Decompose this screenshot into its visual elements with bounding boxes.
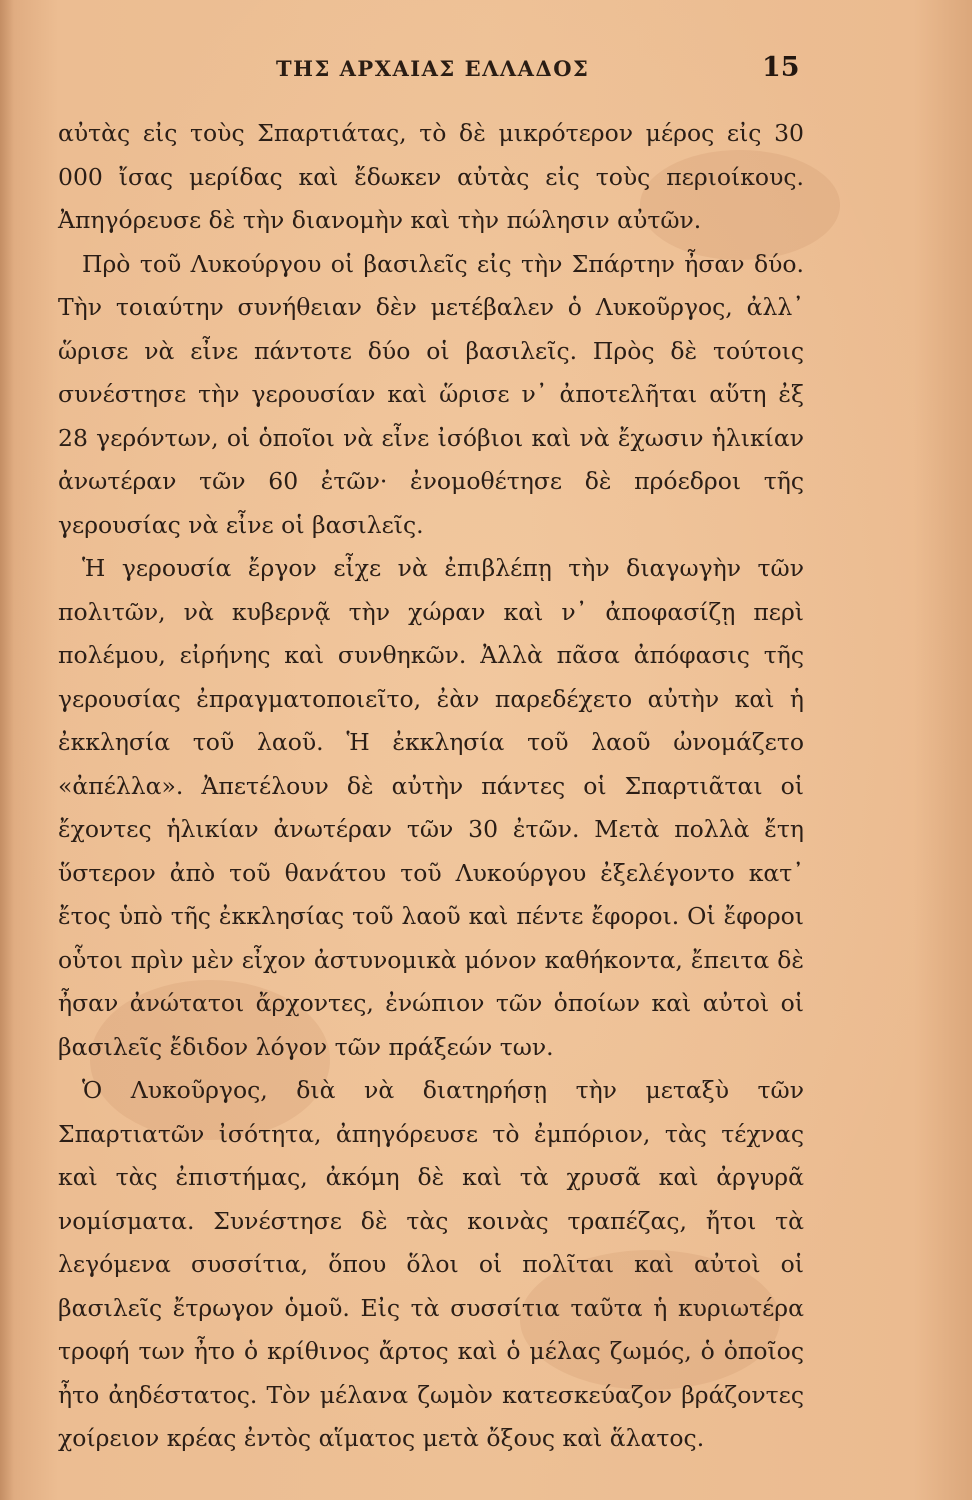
- paragraph: Ἡ γερουσία ἔργον εἶχε νὰ ἐπιβλέπῃ τὴν διαγωγὴν τῶν πολιτῶν, νὰ κυβερνᾷ τὴν χώραν καὶ ν᾽ ἀποφασίζῃ περὶ πολέμου, εἰρήνης καὶ συνθηκῶν. Ἀλλὰ πᾶσα ἀπόφασις τῆς γερουσίας ἐπραγματοποιεῖτο, ἐὰν παρεδέχετο αὐτὴν καὶ ἡ ἐκκλησία τοῦ λαοῦ. Ἡ ἐκκλησία τοῦ λαοῦ ὠνομάζετο «ἀπέλλα». Ἀπετέλουν δὲ αὐτὴν πάντες οἱ Σπαρτιᾶται οἱ ἔχοντες ἡλικίαν ἀνωτέραν τῶν 30 ἐτῶν. Μετὰ πολλὰ ἔτη ὕστερον ἀπὸ τοῦ θανάτου τοῦ Λυκούργου ἐξελέγοντο κατ᾽ ἔτος ὑπὸ τῆς ἐκκλησίας τοῦ λαοῦ καὶ πέντε ἔφοροι. Οἱ ἔφοροι οὗτοι πρὶν μὲν εἶχον ἀστυνομικὰ μόνον καθήκοντα, ἔπειτα δὲ ἦσαν ἀνώτατοι ἄρχοντες, ἐνώπιον τῶν ὁποίων καὶ αὐτοὶ οἱ βασιλεῖς ἔδιδον λόγον τῶν πράξεών των.: [58, 554, 804, 1061]
- page-gutter-shadow: [0, 0, 14, 1500]
- running-title: ΤΗΣ ΑΡΧΑΙΑΣ ΕΛΛΑΔΟΣ: [276, 56, 590, 81]
- page-header: [0, 50, 972, 90]
- paragraph: Πρὸ τοῦ Λυκούργου οἱ βασιλεῖς εἰς τὴν Σπάρτην ἦσαν δύο. Τὴν τοιαύτην συνήθειαν δὲν μετέβαλεν ὁ Λυκοῦργος, ἀλλ᾽ ὥρισε νὰ εἶνε πάντοτε δύο οἱ βασιλεῖς. Πρὸς δὲ τούτοις συνέστησε τὴν γερουσίαν καὶ ὥρισε ν᾽ ἀποτελῆται αὕτη ἐξ 28 γερόντων, οἱ ὁποῖοι νὰ εἶνε ἰσόβιοι καὶ νὰ ἔχωσιν ἡλικίαν ἀνωτέραν τῶν 60 ἐτῶν· ἐνομοθέτησε δὲ πρόεδροι τῆς γερουσίας νὰ εἶνε οἱ βασιλεῖς.: [58, 249, 804, 539]
- paragraph: Ὁ Λυκοῦργος, διὰ νὰ διατηρήσῃ τὴν μεταξὺ τῶν Σπαρτιατῶν ἰσότητα, ἀπηγόρευσε τὸ ἐμπόριον, τὰς τέχνας καὶ τὰς ἐπιστήμας, ἀκόμη δὲ καὶ τὰ χρυσᾶ καὶ ἀργυρᾶ νομίσματα. Συνέστησε δὲ τὰς κοινὰς τραπέζας, ἤτοι τὰ λεγόμενα συσσίτια, ὅπου ὅλοι οἱ πολῖται καὶ αὐτοὶ οἱ βασιλεῖς ἔτρωγον ὁμοῦ. Εἰς τὰ συσσίτια ταῦτα ἡ κυριωτέρα τροφή των ἦτο ὁ κρίθινος ἄρτος καὶ ὁ μέλας ζωμός, ὁ ὁποῖος ἦτο ἀηδέστατος. Τὸν μέλανα ζωμὸν κατεσκεύαζον βράζοντες χοίρειον κρέας ἐντὸς αἵματος μετὰ ὄξους καὶ ἅλατος.: [58, 1076, 804, 1452]
- body-text: [58, 112, 804, 1461]
- paragraph: αὐτὰς εἰς τοὺς Σπαρτιάτας, τὸ δὲ μικρότερον μέρος εἰς 30 000 ἴσας μερίδας καὶ ἔδωκεν αὐτὰς εἰς τοὺς περιοίκους. Ἀπηγόρευσε δὲ τὴν διανομὴν καὶ τὴν πώλησιν αὐτῶν.: [58, 119, 804, 234]
- page-number: 15: [762, 52, 800, 83]
